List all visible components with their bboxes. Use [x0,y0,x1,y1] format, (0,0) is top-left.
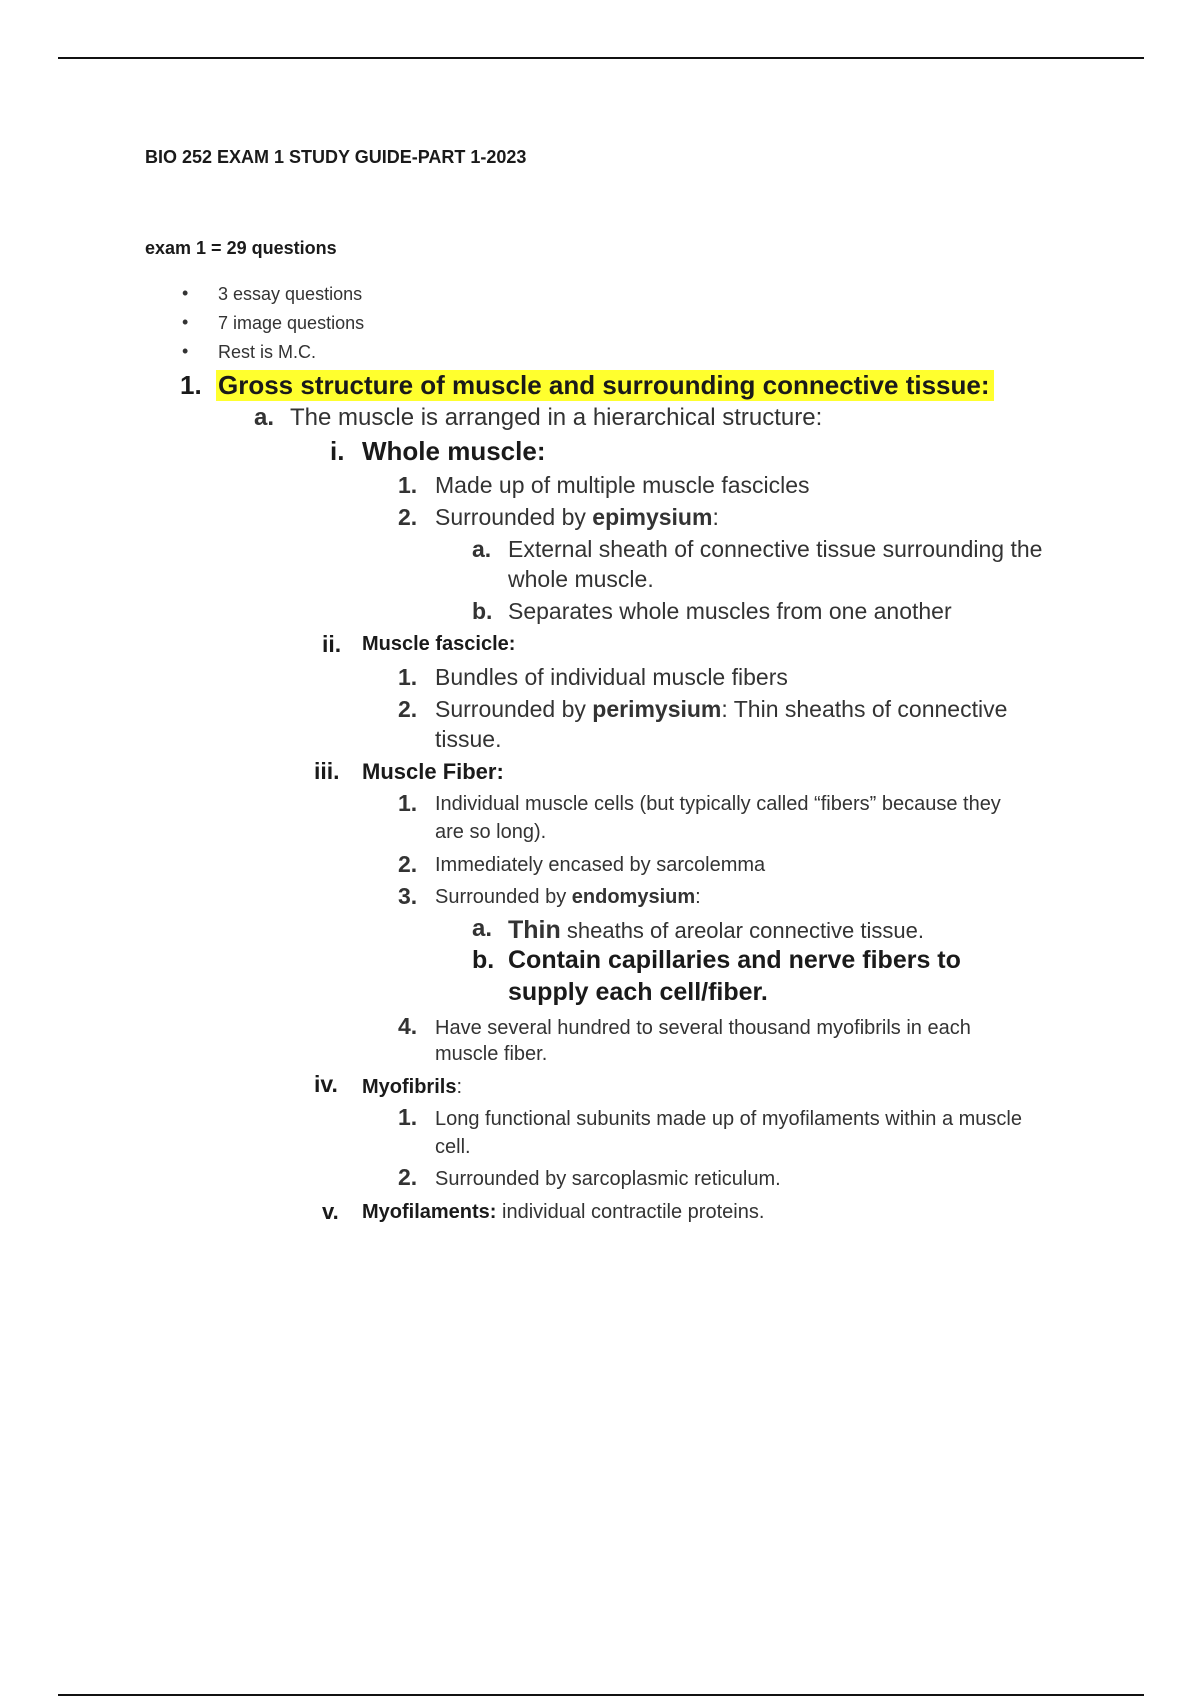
key-term: epimysium [592,504,713,530]
list-marker: iv. [314,1071,338,1097]
subsection-heading: Muscle Fiber: [362,759,504,784]
key-term: endomysium [571,886,696,908]
bullet-dot-icon: • [182,341,189,361]
list-marker: ii. [322,631,342,657]
key-term: Thin [508,916,561,944]
subsection-heading: Myofibrils [362,1076,457,1098]
list-marker: a. [254,404,275,431]
key-term: perimysium [592,696,722,722]
subsection-heading: Whole muscle: [362,436,546,466]
exam-summary: exam 1 = 29 questions [145,238,337,258]
subsection-heading: Muscle fascicle: [362,633,516,655]
section-heading: Gross structure of muscle and surrounding connective tissue: [216,370,994,401]
bullet-dot-icon: • [182,283,189,303]
list-marker: v. [322,1199,339,1224]
list-marker: 1. [180,370,202,400]
bullet-dot-icon: • [182,312,189,332]
top-rule [58,57,1144,59]
subsection-heading: Myofilaments: [362,1201,497,1223]
list-marker: i. [330,436,345,466]
bottom-rule [58,1694,1144,1696]
document-title: BIO 252 EXAM 1 STUDY GUIDE-PART 1-2023 [145,147,527,167]
list-marker: iii. [314,758,340,784]
